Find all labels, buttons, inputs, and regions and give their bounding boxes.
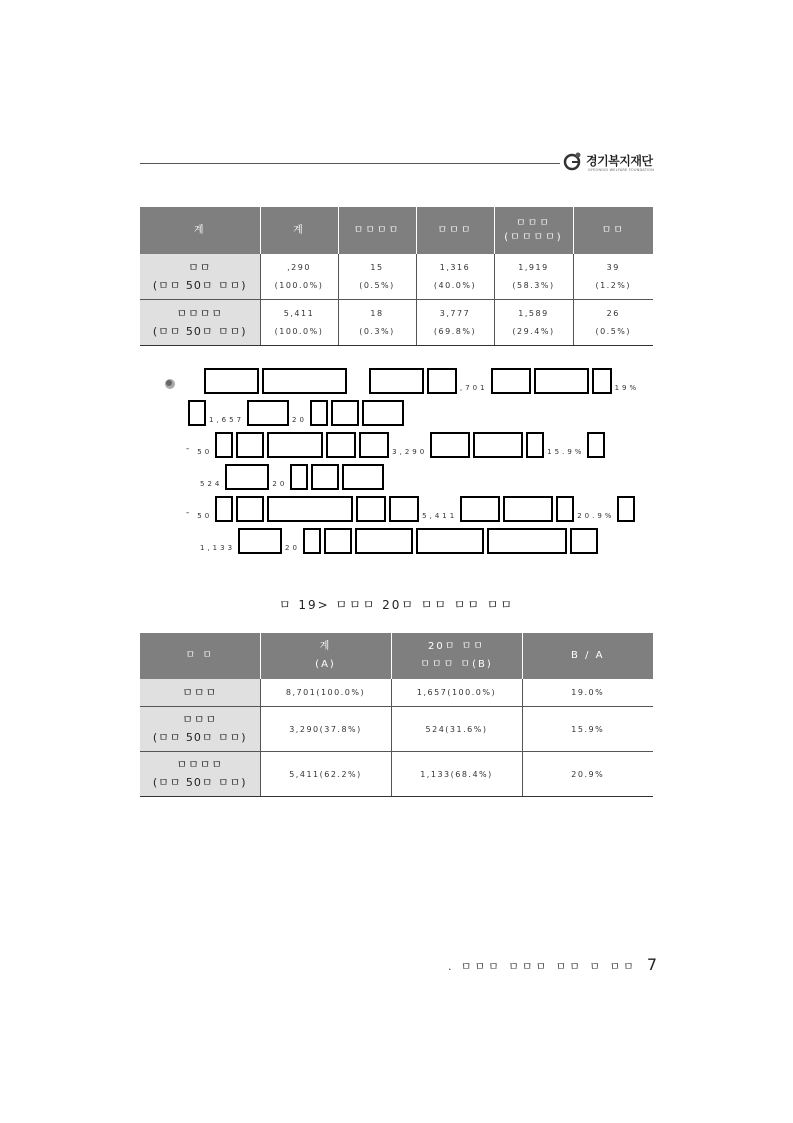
glyph-box bbox=[503, 496, 553, 522]
row-label-line1: ㅁㅁㅁ bbox=[182, 713, 218, 726]
text-line-1 bbox=[204, 368, 642, 394]
glyph-box bbox=[324, 528, 352, 554]
table-row bbox=[140, 752, 653, 797]
table-2 bbox=[140, 633, 653, 797]
table1-header: ㅁㅁㅁ (ㅁㅁㅁㅁ) bbox=[494, 207, 573, 254]
cell-pct: (0.3%) bbox=[359, 326, 395, 336]
glyph-box bbox=[215, 432, 233, 458]
logo-icon bbox=[562, 150, 584, 172]
table1-header: ㅁㅁㅁㅁ bbox=[338, 207, 416, 254]
glyph-box bbox=[460, 496, 500, 522]
glyph-box bbox=[204, 368, 259, 394]
page-footer bbox=[448, 955, 657, 974]
table-cell bbox=[416, 300, 494, 346]
row-label-line2: (ㅁㅁ 50ㅁ ㅁㅁ) bbox=[152, 278, 247, 292]
header-line2: (A) bbox=[315, 659, 336, 670]
glyph-box bbox=[587, 432, 605, 458]
glyph-box bbox=[267, 432, 323, 458]
row-label bbox=[140, 707, 260, 752]
cell-value: 1,919 bbox=[518, 262, 549, 272]
inline-number: 1,657 bbox=[209, 416, 245, 424]
inline-number: ,701 bbox=[460, 384, 488, 392]
table-row bbox=[140, 254, 653, 300]
glyph-box bbox=[389, 496, 419, 522]
row-label-line1: ㅁㅁㅁ bbox=[182, 685, 218, 699]
table-cell: 1,657(100.0%) bbox=[391, 679, 522, 707]
cell-pct: (100.0%) bbox=[274, 280, 324, 290]
cell-value: ,290 bbox=[287, 262, 311, 272]
table-cell: 5,411(62.2%) bbox=[260, 752, 391, 797]
row-label bbox=[140, 679, 260, 707]
table-cell bbox=[573, 300, 653, 346]
glyph-box bbox=[188, 400, 206, 426]
glyph-box bbox=[215, 496, 233, 522]
table-cell: 1,133(68.4%) bbox=[391, 752, 522, 797]
cell-value: 5,411 bbox=[283, 308, 315, 318]
inline-number: 19% bbox=[614, 384, 640, 392]
glyph-box bbox=[331, 400, 359, 426]
glyph-box bbox=[570, 528, 598, 554]
cell-pct: (0.5%) bbox=[359, 280, 395, 290]
cell-value: 1,316 bbox=[439, 262, 471, 272]
glyph-box bbox=[262, 368, 347, 394]
page-number: 7 bbox=[646, 955, 657, 974]
inline-number: 1,133 bbox=[200, 544, 236, 552]
glyph-box bbox=[473, 432, 523, 458]
table-cell: 8,701(100.0%) bbox=[260, 679, 391, 707]
table-cell bbox=[494, 254, 573, 300]
cell-pct: (0.5%) bbox=[595, 326, 632, 336]
cell-value: 15 bbox=[370, 262, 384, 272]
table-cell: 15.9% bbox=[522, 707, 653, 752]
cell-value: 26 bbox=[606, 308, 620, 318]
glyph-box bbox=[617, 496, 635, 522]
inline-number: 20.9% bbox=[577, 512, 615, 520]
table1-header: 계 bbox=[260, 207, 338, 254]
logo-text: 경기복지재단 bbox=[586, 154, 653, 168]
table-cell: 20.9% bbox=[522, 752, 653, 797]
row-label bbox=[140, 254, 260, 300]
glyph-box bbox=[556, 496, 574, 522]
table1-header: ㅁㅁㅁ bbox=[416, 207, 494, 254]
table1-header: ㅁㅁ bbox=[573, 207, 653, 254]
glyph-box bbox=[236, 496, 264, 522]
table-row bbox=[140, 679, 653, 707]
table-cell bbox=[260, 300, 338, 346]
row-label-line1: ㅁㅁ bbox=[188, 260, 212, 274]
inline-number: 20 bbox=[285, 544, 300, 552]
dash-marker: - bbox=[186, 444, 190, 454]
glyph-box bbox=[311, 464, 339, 490]
row-label bbox=[140, 752, 260, 797]
cell-value: 39 bbox=[606, 262, 620, 272]
table-row bbox=[140, 300, 653, 346]
logo bbox=[562, 148, 662, 176]
inline-number: 3,290 bbox=[392, 448, 428, 456]
table1-header: 계 bbox=[140, 207, 260, 254]
header-rule bbox=[140, 163, 560, 164]
glyph-box bbox=[247, 400, 289, 426]
cell-pct: (69.8%) bbox=[433, 326, 477, 336]
table-cell bbox=[338, 254, 416, 300]
row-label-line1: ㅁㅁㅁㅁ bbox=[176, 306, 223, 320]
cell-pct: (58.3%) bbox=[512, 280, 555, 290]
table-cell bbox=[260, 254, 338, 300]
cell-pct: (1.2%) bbox=[595, 280, 632, 290]
glyph-box bbox=[491, 368, 531, 394]
glyph-box bbox=[526, 432, 544, 458]
cell-value: 18 bbox=[370, 308, 384, 318]
glyph-box bbox=[592, 368, 612, 394]
cell-pct: (40.0%) bbox=[433, 280, 477, 290]
glyph-box bbox=[303, 528, 321, 554]
glyph-box bbox=[326, 432, 356, 458]
inline-number: 50 bbox=[197, 512, 213, 520]
inline-number: 15.9% bbox=[547, 448, 585, 456]
glyph-box bbox=[369, 368, 424, 394]
row-label bbox=[140, 300, 260, 346]
header-line2: ㅁㅁㅁ ㅁ(B) bbox=[420, 659, 493, 670]
table-caption: ㅁ 19> ㅁㅁㅁ 20ㅁ ㅁㅁ ㅁㅁ ㅁㅁ bbox=[279, 598, 514, 612]
table2-header bbox=[260, 633, 391, 679]
logo-subtitle: GYEONGGI WELFARE FOUNDATION bbox=[588, 168, 654, 172]
inline-number: 524 bbox=[200, 480, 223, 488]
text-line-5 bbox=[186, 496, 638, 522]
text-line-4 bbox=[200, 464, 387, 490]
glyph-box bbox=[267, 496, 353, 522]
glyph-box bbox=[225, 464, 269, 490]
header-line1: 20ㅁ ㅁㅁ bbox=[428, 641, 485, 652]
glyph-box bbox=[359, 432, 389, 458]
glyph-box bbox=[362, 400, 404, 426]
table-cell bbox=[338, 300, 416, 346]
dash-marker: - bbox=[186, 508, 190, 518]
inline-number: 5,411 bbox=[422, 512, 458, 520]
footer-text: . ㅁㅁㅁ ㅁㅁㅁ ㅁㅁ ㅁ ㅁㅁ bbox=[447, 960, 637, 973]
table2-header bbox=[140, 633, 260, 679]
header-line1: B / A bbox=[571, 650, 605, 661]
header-line1: 계 bbox=[319, 641, 332, 652]
row-label-line2: (ㅁㅁ 50ㅁ ㅁㅁ) bbox=[152, 324, 247, 338]
text-line-2 bbox=[188, 400, 407, 426]
table-1 bbox=[140, 207, 653, 346]
table2-header bbox=[391, 633, 522, 679]
table-row bbox=[140, 707, 653, 752]
glyph-box bbox=[430, 432, 470, 458]
inline-number: 20 bbox=[272, 480, 288, 488]
glyph-box bbox=[356, 496, 386, 522]
table-cell bbox=[494, 300, 573, 346]
table-cell bbox=[573, 254, 653, 300]
glyph-box bbox=[238, 528, 282, 554]
glyph-box bbox=[534, 368, 589, 394]
glyph-box bbox=[290, 464, 308, 490]
cell-pct: (100.0%) bbox=[274, 326, 324, 336]
inline-number: 50 bbox=[197, 448, 213, 456]
row-label-line1: ㅁㅁㅁㅁ bbox=[176, 758, 223, 771]
inline-number: 20 bbox=[292, 416, 307, 424]
glyph-box bbox=[310, 400, 328, 426]
glyph-box bbox=[416, 528, 484, 554]
row-label-line2: (ㅁㅁ 50ㅁ ㅁㅁ) bbox=[152, 776, 247, 789]
table-cell: 524(31.6%) bbox=[391, 707, 522, 752]
glyph-box bbox=[355, 528, 413, 554]
cell-value: 1,589 bbox=[518, 308, 549, 318]
table-cell: 19.0% bbox=[522, 679, 653, 707]
text-line-6 bbox=[200, 528, 601, 554]
header-line1: ㅁ ㅁ bbox=[185, 650, 214, 661]
glyph-box bbox=[342, 464, 384, 490]
table2-header bbox=[522, 633, 653, 679]
glyph-box bbox=[236, 432, 264, 458]
glyph-box bbox=[487, 528, 567, 554]
text-line-3 bbox=[186, 432, 608, 458]
bullet-icon bbox=[164, 378, 176, 390]
cell-value: 3,777 bbox=[439, 308, 471, 318]
glyph-box bbox=[427, 368, 457, 394]
cell-pct: (29.4%) bbox=[512, 326, 555, 336]
row-label-line2: (ㅁㅁ 50ㅁ ㅁㅁ) bbox=[152, 731, 247, 744]
table-cell: 3,290(37.8%) bbox=[260, 707, 391, 752]
table-cell bbox=[416, 254, 494, 300]
